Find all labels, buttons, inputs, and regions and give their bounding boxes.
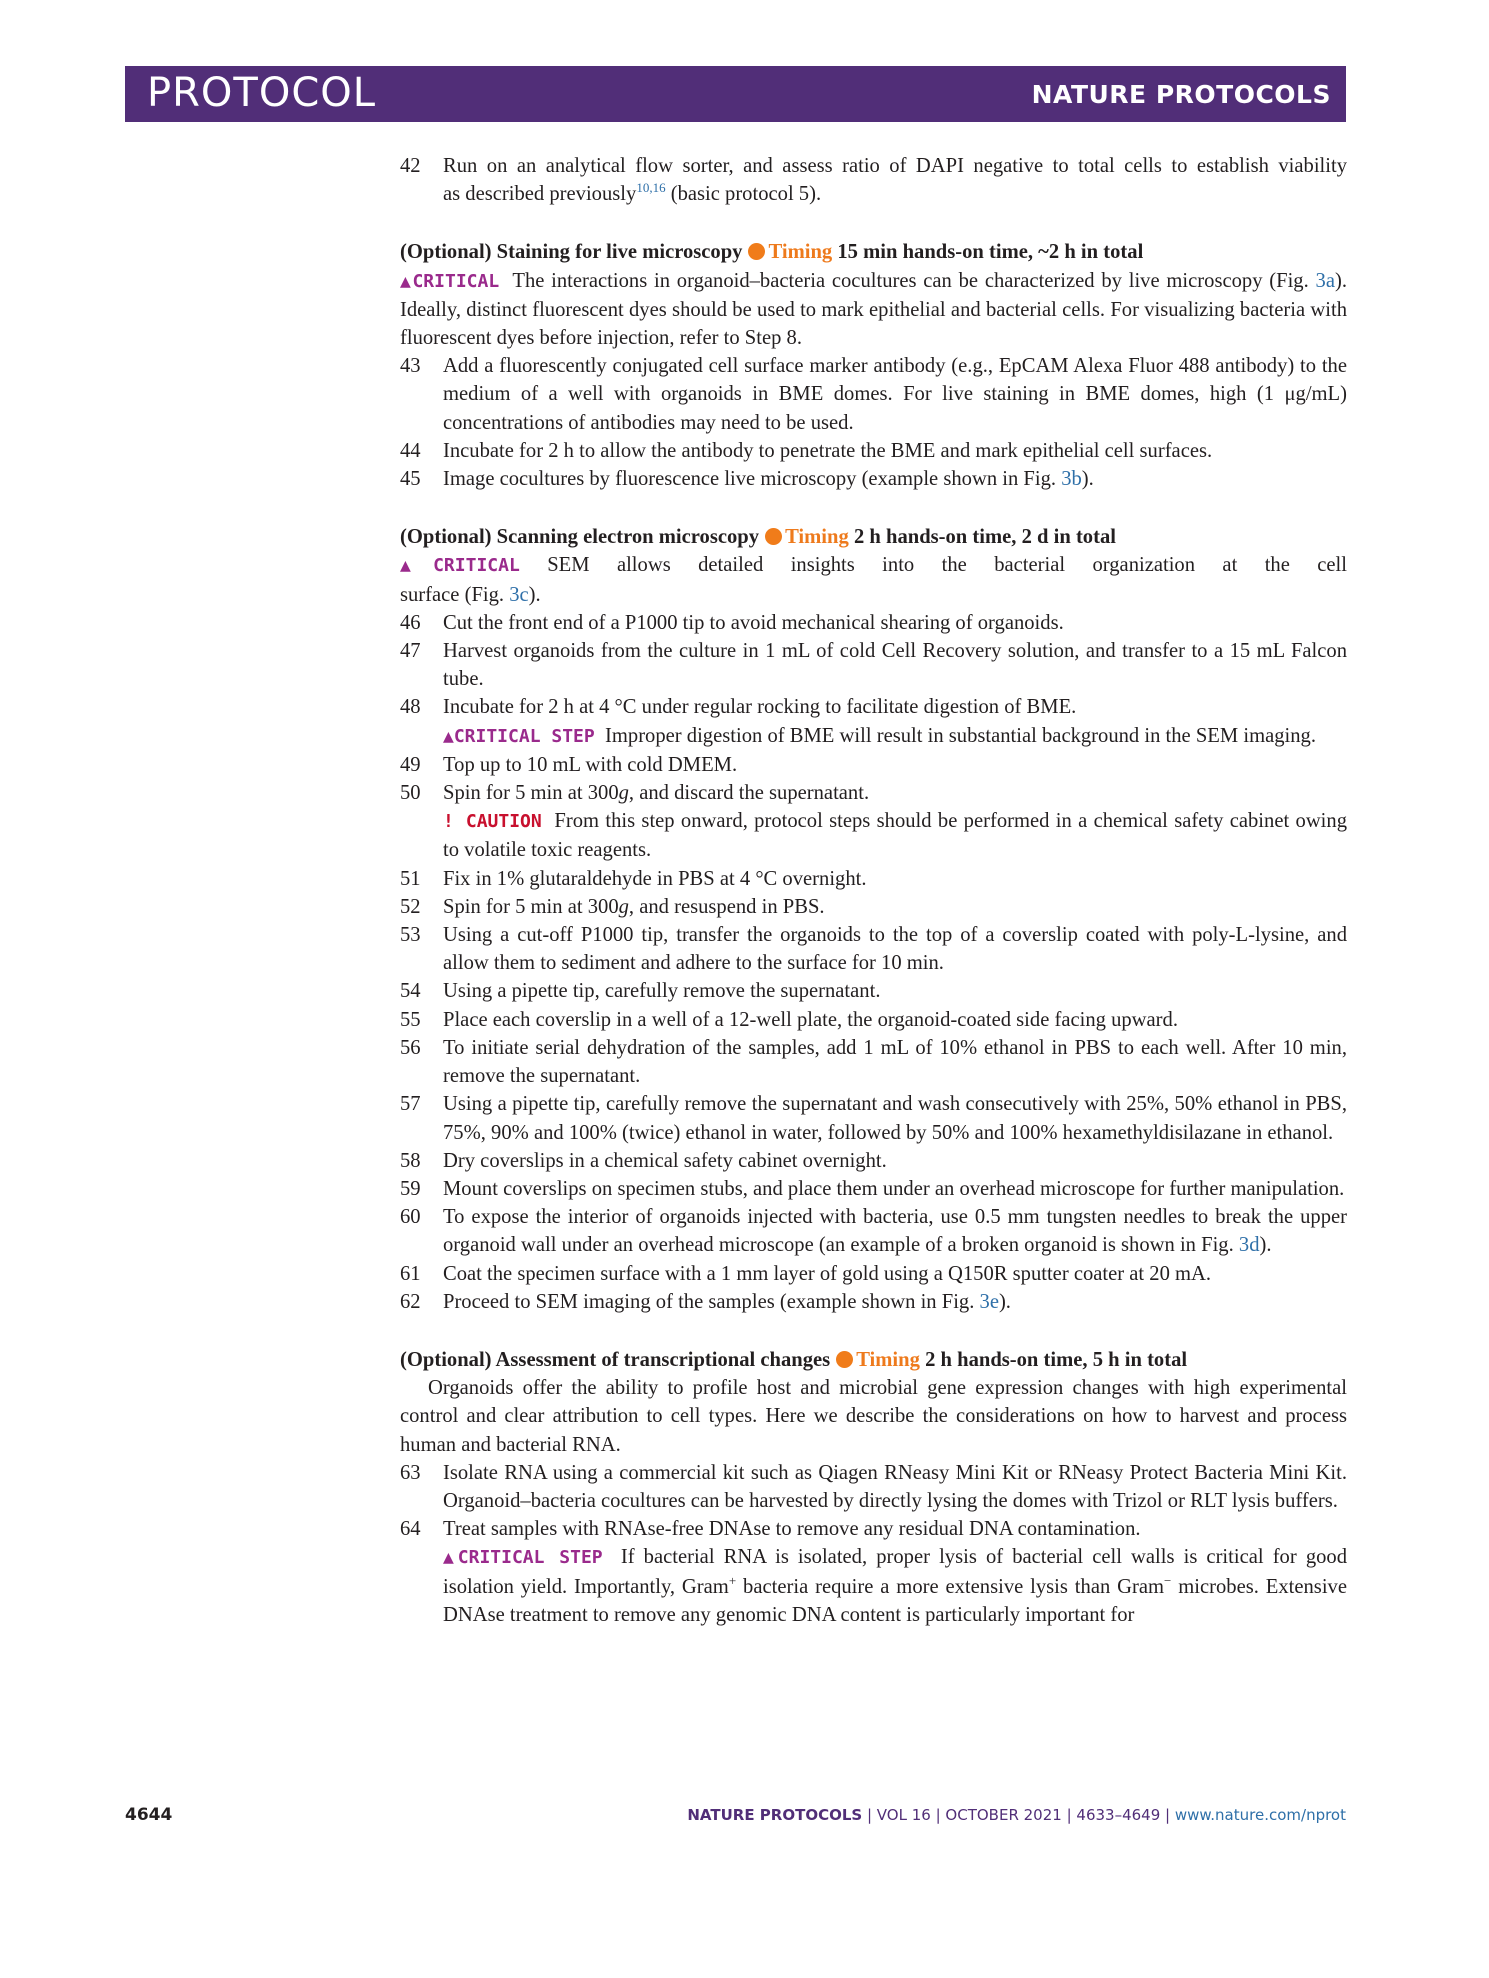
step-number: 48 xyxy=(400,696,421,719)
footer-separator: | xyxy=(930,1806,946,1824)
step-text: Add a fluorescently conjugated cell surface marker antibody (e.g., EpCAM Alexa Fluor 488 antibody) to the medium of a well with organoids in BME domes. For live staining in BME domes, high (1 μg/mL) concentrations of antibodies may need to be used. xyxy=(443,355,1347,434)
step-text: , and resuspend in PBS. xyxy=(628,895,825,918)
journal-name: NATURE PROTOCOLS xyxy=(1031,80,1331,109)
step-49 xyxy=(400,751,1347,779)
critical-label: ▲CRITICAL xyxy=(400,555,520,577)
step-47 xyxy=(400,637,1347,693)
step-number: 43 xyxy=(400,355,421,378)
step-number: 51 xyxy=(400,867,421,890)
step-text: ). xyxy=(1259,1234,1272,1257)
timing-dot-icon xyxy=(748,243,765,260)
step-number: 42 xyxy=(400,155,421,177)
step-text: ). xyxy=(1081,468,1094,491)
step-text-italic: g xyxy=(618,895,629,918)
step-63 xyxy=(400,1459,1347,1515)
timing-label: Timing xyxy=(768,241,833,264)
step-number: 45 xyxy=(400,468,421,491)
step-text: , and discard the supernatant. xyxy=(628,782,870,805)
critical-step-label: ▲CRITICAL STEP xyxy=(443,725,595,747)
step-text: as described previously xyxy=(443,183,637,206)
timing-text: 2 h hands-on time, 2 d in total xyxy=(853,526,1116,549)
critical-step-text: microbes. Extensive DNAse treatment to remove any genomic DNA content is particularly important for xyxy=(443,1575,1347,1626)
section-heading-live-microscopy xyxy=(400,238,1347,266)
step-number: 58 xyxy=(400,1149,421,1172)
step-text: Mount coverslips on specimen stubs, and place them under an overhead microscope for further manipulation. xyxy=(443,1177,1345,1200)
step-number: 44 xyxy=(400,439,421,462)
superscript: − xyxy=(1164,1572,1172,1588)
critical-text: ). Ideally, distinct fluorescent dyes should be used to mark epithelial and bacterial cells. For visualizing bacteria with fluorescent dyes before injection, refer to Step 8. xyxy=(400,269,1347,350)
section-label: PROTOCOL xyxy=(147,70,377,116)
footer-journal: NATURE PROTOCOLS xyxy=(687,1806,863,1824)
step-number: 61 xyxy=(400,1262,421,1285)
step-number: 46 xyxy=(400,611,421,634)
timing-text: 2 h hands-on time, 5 h in total xyxy=(925,1348,1188,1371)
timing-label: Timing xyxy=(785,526,849,549)
section-title: (Optional) Staining for live microscopy xyxy=(400,241,743,264)
figure-link[interactable]: 3b xyxy=(1061,468,1082,491)
step-54 xyxy=(400,977,1347,1005)
critical-step-text: Improper digestion of BME will result in substantial background in the SEM imaging. xyxy=(605,724,1316,747)
footer-pages: 4633–4649 xyxy=(1076,1806,1161,1824)
step-number: 55 xyxy=(400,1008,421,1031)
step-44 xyxy=(400,437,1347,465)
section-intro: Organoids offer the ability to profile host and microbial gene expression changes with high experimental control and clear attribution to cell types. Here we describe the considerations on how to harvest and process human and bacterial RNA. xyxy=(400,1377,1347,1456)
step-text: Run on an analytical flow sorter, and assess ratio of DAPI negative to total cells to establish viability xyxy=(443,155,1347,177)
step-text: Cut the front end of a P1000 tip to avoid mechanical shearing of organoids. xyxy=(443,611,1064,634)
step-text: Harvest organoids from the culture in 1 mL of cold Cell Recovery solution, and transfer to a 15 mL Falcon tube. xyxy=(443,640,1347,691)
timing-label: Timing xyxy=(856,1348,920,1371)
step-53 xyxy=(400,921,1347,977)
timing-dot-icon xyxy=(765,528,782,545)
figure-link[interactable]: 3e xyxy=(979,1290,999,1313)
step-number: 50 xyxy=(400,782,421,805)
step-text: Coat the specimen surface with a 1 mm layer of gold using a Q150R sputter coater at 20 mA. xyxy=(443,1262,1212,1285)
step-number: 49 xyxy=(400,753,421,776)
step-text: To expose the interior of organoids injected with bacteria, use 0.5 mm tungsten needles to break the upper organoid wall under an overhead microscope (an example of a broken organoid is shown in Fig. xyxy=(443,1206,1347,1257)
step-text: Proceed to SEM imaging of the samples (example shown in Fig. xyxy=(443,1290,980,1313)
step-text: (basic protocol 5). xyxy=(665,183,822,206)
critical-text: ). xyxy=(528,583,541,606)
step-text: Using a pipette tip, carefully remove the supernatant. xyxy=(443,980,881,1003)
critical-label: ▲CRITICAL xyxy=(400,270,500,292)
step-45 xyxy=(400,465,1347,493)
step-58 xyxy=(400,1147,1347,1175)
step-60 xyxy=(400,1203,1347,1259)
section-title: (Optional) Assessment of transcriptional changes xyxy=(400,1348,831,1371)
figure-link[interactable]: 3d xyxy=(1238,1234,1260,1257)
step-48 xyxy=(400,693,1347,750)
step-text: Using a cut-off P1000 tip, transfer the organoids to the top of a coverslip coated with poly-L-lysine, and allow them to sediment and adhere to the surface for 10 min. xyxy=(443,924,1347,975)
step-text: Incubate for 2 h at 4 °C under regular rocking to facilitate digestion of BME. xyxy=(443,696,1077,719)
critical-step-label: ▲CRITICAL STEP xyxy=(443,1547,603,1569)
footer-citation xyxy=(687,1806,1346,1824)
step-number: 60 xyxy=(400,1206,421,1229)
caution-label: ! CAUTION xyxy=(443,811,542,833)
section-heading-transcriptional xyxy=(400,1346,1347,1374)
critical-note xyxy=(400,267,1347,353)
superscript: + xyxy=(728,1572,737,1588)
step-number: 57 xyxy=(400,1093,421,1116)
step-number: 56 xyxy=(400,1036,421,1059)
step-43 xyxy=(400,352,1347,437)
step-61 xyxy=(400,1260,1347,1288)
step-46 xyxy=(400,609,1347,637)
step-text: Place each coverslip in a well of a 12-well plate, the organoid-coated side facing upward. xyxy=(443,1008,1178,1031)
step-text: Spin for 5 min at 300 xyxy=(443,895,619,918)
section-heading-sem xyxy=(400,523,1347,551)
critical-step xyxy=(443,1543,1347,1629)
critical-step-text: If bacterial RNA is isolated, proper lysis of bacterial cell walls is critical for good isolation yield. Importantly, Gram xyxy=(443,1546,1348,1598)
step-56 xyxy=(400,1034,1347,1090)
step-number: 54 xyxy=(400,980,421,1003)
footer-url-link[interactable]: www.nature.com/nprot xyxy=(1174,1806,1346,1824)
step-51 xyxy=(400,865,1347,893)
footer-date: OCTOBER 2021 xyxy=(945,1806,1062,1824)
caution-text: From this step onward, protocol steps should be performed in a chemical safety cabinet owing to volatile toxic reagents. xyxy=(443,810,1348,862)
footer-separator: | xyxy=(1061,1806,1077,1824)
step-number: 64 xyxy=(400,1518,421,1541)
page-number: 4644 xyxy=(125,1805,173,1825)
critical-step xyxy=(443,722,1347,751)
footer-volume: VOL 16 xyxy=(876,1806,931,1824)
step-text: Using a pipette tip, carefully remove the supernatant and wash consecutively with 25%, 50% ethanol in PBS, 75%, 90% and 100% (twice) ethanol in water, followed by 50% and 100% hexamethyldisilazane in ethanol. xyxy=(443,1093,1347,1144)
step-50 xyxy=(400,779,1347,865)
critical-step-text: bacteria require a more extensive lysis than Gram xyxy=(736,1575,1165,1598)
article-body xyxy=(400,152,1347,1629)
step-57 xyxy=(400,1090,1347,1146)
citation-link[interactable]: 10,16 xyxy=(636,180,666,196)
figure-link[interactable]: 3c xyxy=(509,583,529,606)
step-55 xyxy=(400,1006,1347,1034)
step-text: Image cocultures by fluorescence live microscopy (example shown in Fig. xyxy=(443,468,1062,491)
footer-separator: | xyxy=(862,1806,877,1824)
step-number: 62 xyxy=(400,1290,421,1313)
step-text: Top up to 10 mL with cold DMEM. xyxy=(443,753,738,776)
step-text: Fix in 1% glutaraldehyde in PBS at 4 °C overnight. xyxy=(443,867,867,890)
section-title: (Optional) Scanning electron microscopy xyxy=(400,526,760,549)
step-number: 59 xyxy=(400,1177,421,1200)
step-64 xyxy=(400,1515,1347,1629)
step-text: To initiate serial dehydration of the samples, add 1 mL of 10% ethanol in PBS to each well. After 10 min, remove the supernatant. xyxy=(443,1036,1347,1088)
critical-text: surface (Fig. xyxy=(400,583,510,606)
critical-text: SEM allows detailed insights into the bacterial organization at the cell xyxy=(547,554,1347,577)
step-text: Spin for 5 min at 300 xyxy=(443,782,619,805)
timing-dot-icon xyxy=(836,1351,853,1368)
caution-note xyxy=(443,807,1347,864)
step-52 xyxy=(400,893,1347,921)
footer-separator: | xyxy=(1160,1806,1175,1824)
step-text: Dry coverslips in a chemical safety cabinet overnight. xyxy=(443,1149,887,1172)
critical-text: The interactions in organoid–bacteria cocultures can be characterized by live microscopy (Fig. xyxy=(512,269,1316,292)
step-59 xyxy=(400,1175,1347,1203)
step-text: Treat samples with RNAse-free DNAse to remove any residual DNA contamination. xyxy=(443,1518,1141,1541)
step-number: 47 xyxy=(400,640,421,663)
step-number: 63 xyxy=(400,1461,421,1484)
step-text: ). xyxy=(998,1290,1011,1313)
figure-link[interactable]: 3a xyxy=(1315,269,1335,292)
step-text-italic: g xyxy=(618,782,629,805)
step-number: 53 xyxy=(400,924,421,947)
critical-note xyxy=(400,551,1347,608)
header-bar xyxy=(125,66,1346,122)
step-text: Incubate for 2 h to allow the antibody to penetrate the BME and mark epithelial cell surfaces. xyxy=(443,439,1213,462)
timing-text: 15 min hands-on time, ~2 h in total xyxy=(837,241,1144,264)
step-62 xyxy=(400,1288,1347,1316)
step-number: 52 xyxy=(400,895,421,918)
step-42 xyxy=(400,152,1347,208)
step-text: Isolate RNA using a commercial kit such as Qiagen RNeasy Mini Kit or RNeasy Protect Bacteria Mini Kit. Organoid–bacteria cocultures can be harvested by directly lysing the domes with Trizol or RLT lysis buffers. xyxy=(443,1461,1347,1512)
